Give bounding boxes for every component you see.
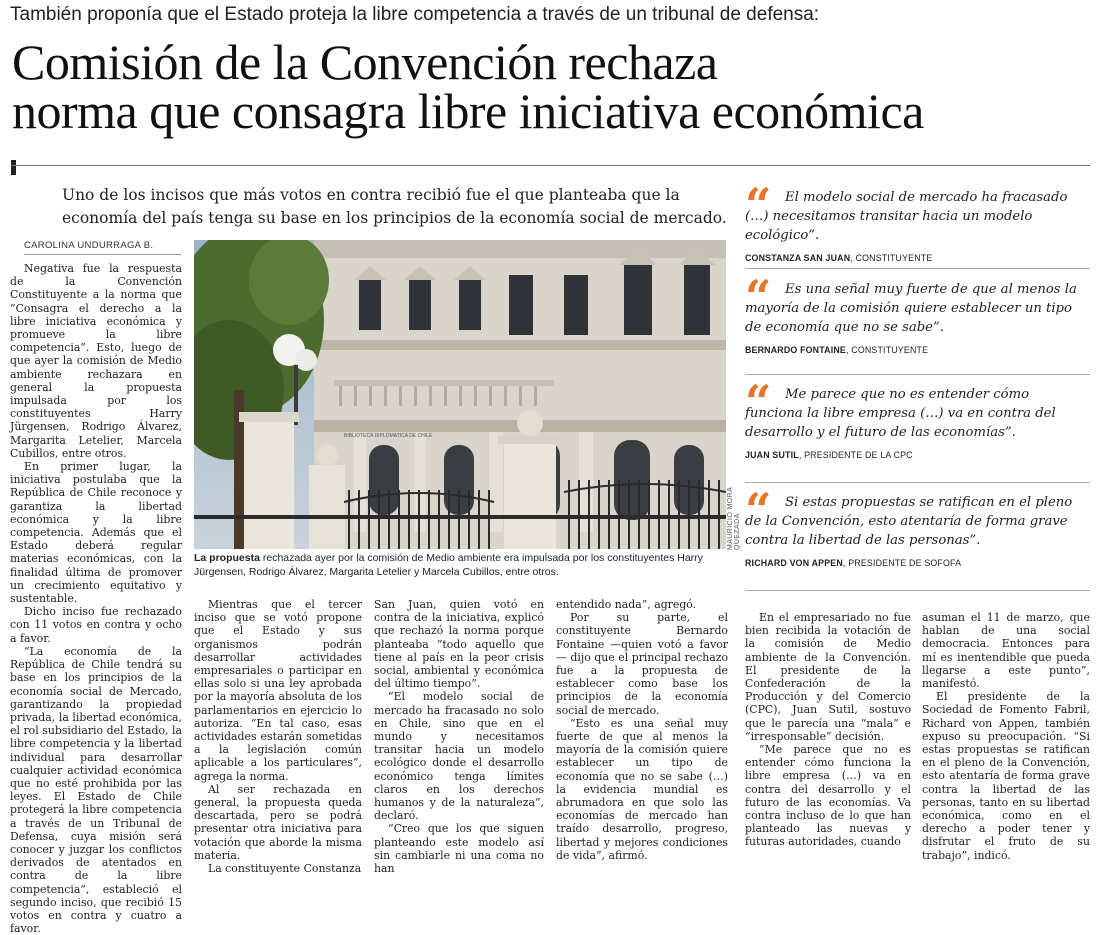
- quote-divider: [745, 590, 1090, 591]
- photo-credit: MAURICIO MORA QUEZADA: [727, 487, 741, 550]
- body-column-5: [745, 611, 911, 849]
- paragraph: “Creo que los que siguen planteando este modelo así sin cambiarle ni una coma no han: [374, 822, 544, 876]
- facade-inscription: BIBLIOTECA DIPLOMATICA DE CHILE: [344, 433, 433, 439]
- quote-text: Me parece que no es entender cómo funciona la libre empresa (…) va en contra del desarrollo y el futuro de las economías”.: [745, 387, 1056, 440]
- quote-divider: [745, 374, 1090, 375]
- headline-line-1: Comisión de la Convención rechaza: [12, 34, 718, 90]
- kicker: También proponía que el Estado proteja la libre competencia a través de un tribunal de defensa:: [10, 4, 820, 25]
- caption-lead: La propuesta: [194, 552, 260, 564]
- quote-author-name: CONSTANZA SAN JUAN: [745, 253, 851, 263]
- paragraph: Mientras que el tercer inciso que se votó propone que el Estado y sus organismos podrán desarrollar actividades empresariales o participar en ellas solo si una ley aprobada por la mayoría absoluta de los parlamentarios en ejercicio lo autoriza. “En tal caso, esas actividades estarán sometidas a la legislación común aplicable a los particulares”, agrega la norma.: [194, 598, 362, 783]
- body-column-2: [194, 598, 362, 875]
- byline-divider: [24, 254, 181, 255]
- paragraph: Por su parte, el constituyente Bernardo Fontaine —quien votó a favor— dijo que el principal rechazo fue a la propuesta de establecer como base los principios de la economía social de mercado.: [556, 611, 728, 717]
- headline-rule-marker: [11, 160, 16, 175]
- paragraph: En primer lugar, la iniciativa postulaba que la República de Chile reconoce y garantiza la libertad económica y la libre competencia. Además que el Estado deberá regular materias económicas, con la finalidad última de promover un crecimiento equitativo y sustentable.: [10, 460, 182, 606]
- quote-author: [745, 558, 1090, 568]
- building-photo: [194, 240, 726, 549]
- quote-text: Si estas propuestas se ratifican en el pleno de la Convención, esto atentaría de forma grave contra la libertad de las personas”.: [745, 495, 1073, 548]
- paragraph: “Me parece que no es entender cómo funciona la libre empresa (…) va en contra del desarrollo y el futuro de las economías. Va contra incluso de lo que han planteado las nuevas y futuras autoridades, cuando: [745, 743, 911, 849]
- pull-quote: [745, 178, 1090, 263]
- paragraph: “La economía de la República de Chile tendrá su base en los principios de la economía social de Mercado, garantizando la propiedad privada, la libertad económica, el rol subsidiario del Estado, la libre competencia y la libertad individual para desarrollar cualquier actividad económica que no esté prohibida por las leyes. El Estado de Chile protegerá la libre competencia a través de un Tribunal de Defensa, cuya misión será conocer y juzgar los conflictos derivados de atentados en contra de la libre competencia”, estableció el segundo inciso, que recibió 15 votos en contra y cuatro a favor.: [10, 644, 182, 935]
- quote-divider: [745, 268, 1090, 269]
- building-illustration: [194, 240, 726, 549]
- quote-divider: [745, 482, 1090, 483]
- body-column-1: [10, 262, 182, 935]
- quote-text: El modelo social de mercado ha fracasado (…) necesitamos transitar hacia un modelo ecológico”.: [745, 190, 1068, 243]
- quote-author-name: JUAN SUTIL: [745, 450, 799, 460]
- paragraph: asuman el 11 de marzo, que hablan de una social democracia. Entonces para mí es inentendible que pueda llegarse a este punto”, manifestó.: [922, 611, 1090, 691]
- headline-divider: [11, 165, 1090, 166]
- quote-author: [745, 450, 1090, 460]
- quote-author: [745, 253, 1090, 263]
- byline: CAROLINA UNDURRAGA B.: [24, 240, 154, 251]
- pull-quote: [745, 270, 1090, 355]
- paragraph: “El modelo social de mercado ha fracasado no solo en Chile, sino que en el mundo y necesitamos transitar hacia un modelo ecológico donde el desarrollo económico tenga límites claros en los derechos humanos y de la naturaleza”, declaró.: [374, 690, 544, 823]
- pull-quote: [745, 483, 1090, 568]
- paragraph: La constituyente Constanza: [208, 862, 362, 876]
- photo-caption: [194, 552, 729, 579]
- bajada: Uno de los incisos que más votos en contra recibió fue el que planteaba que la economía del país tenga su base en los principios de la economía social de mercado.: [62, 186, 727, 227]
- quote-mark-icon: “: [745, 178, 772, 232]
- body-column-3: [374, 598, 544, 875]
- quote-author-name: RICHARD VON APPEN: [745, 558, 843, 568]
- caption-text: rechazada ayer por la comisión de Medio ambiente era impulsada por los constituyentes Harry Jürgensen, Rodrigo Álvarez, Margarita Letelier y Marcela Cubillos, entre otros.: [194, 552, 703, 578]
- quote-mark-icon: “: [745, 270, 772, 324]
- paragraph: Dicho inciso fue rechazado con 11 votos en contra y ocho a favor.: [10, 605, 182, 645]
- quote-mark-icon: “: [745, 483, 772, 537]
- body-column-6: [922, 611, 1090, 862]
- quote-author: [745, 345, 1090, 355]
- quote-author-role: , PRESIDENTE DE SOFOFA: [842, 558, 962, 568]
- body-column-4: [556, 598, 728, 862]
- paragraph: Al ser rechazada en general, la propuesta queda descartada, pero se podrá presentar otra iniciativa para votación que aborde la misma materia.: [194, 782, 362, 862]
- paragraph: entendido nada”, agregó.: [556, 598, 697, 611]
- quote-author-role: , CONSTITUYENTE: [845, 345, 929, 355]
- quote-author-role: , PRESIDENTE DE LA CPC: [798, 450, 913, 460]
- quote-author-name: BERNARDO FONTAINE: [745, 345, 846, 355]
- quote-author-role: , CONSTITUYENTE: [850, 253, 933, 263]
- paragraph: “Esto es una señal muy fuerte de que al menos la mayoría de la comisión quiere establecer un tipo de economía que no se sabe (…) la evidencia mundial es abrumadora en que solo las economías de mercado han traído desarrollo, progreso, libertad y mejores condiciones de vida”, afirmó.: [556, 716, 728, 862]
- headline-line-2: norma que consagra libre iniciativa económica: [12, 83, 924, 139]
- paragraph: Negativa fue la respuesta de la Convención Constituyente a la norma que “Consagra el derecho a la libre iniciativa económica y promueve la libre competencia”. Esto, luego de que ayer la comisión de Medio ambiente rechazara en general la propuesta impulsada por los constituyentes Harry Jürgensen, Rodrigo Álvarez, Margarita Letelier, Marcela Cubillos, entre otros.: [10, 262, 182, 460]
- paragraph: San Juan, quien votó en contra de la iniciativa, explicó que rechazó la norma porque planteaba “todo aquello que tiene al país en la peor crisis social, ambiental y económica del último tiempo”.: [374, 598, 544, 691]
- paragraph: El presidente de la Sociedad de Fomento Fabril, Richard von Appen, también expuso su preocupación. “Si estas propuestas se ratifican en el pleno de la Convención, esto atentaría de forma grave contra la libertad de las personas, tanto en su libertad económica, como en el derecho a poder tener y disfrutar el fruto de su trabajo”, indicó.: [922, 690, 1090, 862]
- paragraph: En el empresariado no fue bien recibida la votación de la comisión de Medio ambiente de la Convención. El presidente de la Confederación de la Producción y del Comercio (CPC), Juan Sutil, sostuvo que le parecía una “mala” e “irresponsable” decisión.: [745, 611, 911, 743]
- headline: [12, 34, 1097, 139]
- quote-mark-icon: “: [745, 375, 772, 429]
- pull-quote: [745, 375, 1090, 460]
- quote-text: Es una señal muy fuerte de que al menos la mayoría de la comisión quiere establecer un tipo de economía que no se sabe”.: [745, 282, 1077, 335]
